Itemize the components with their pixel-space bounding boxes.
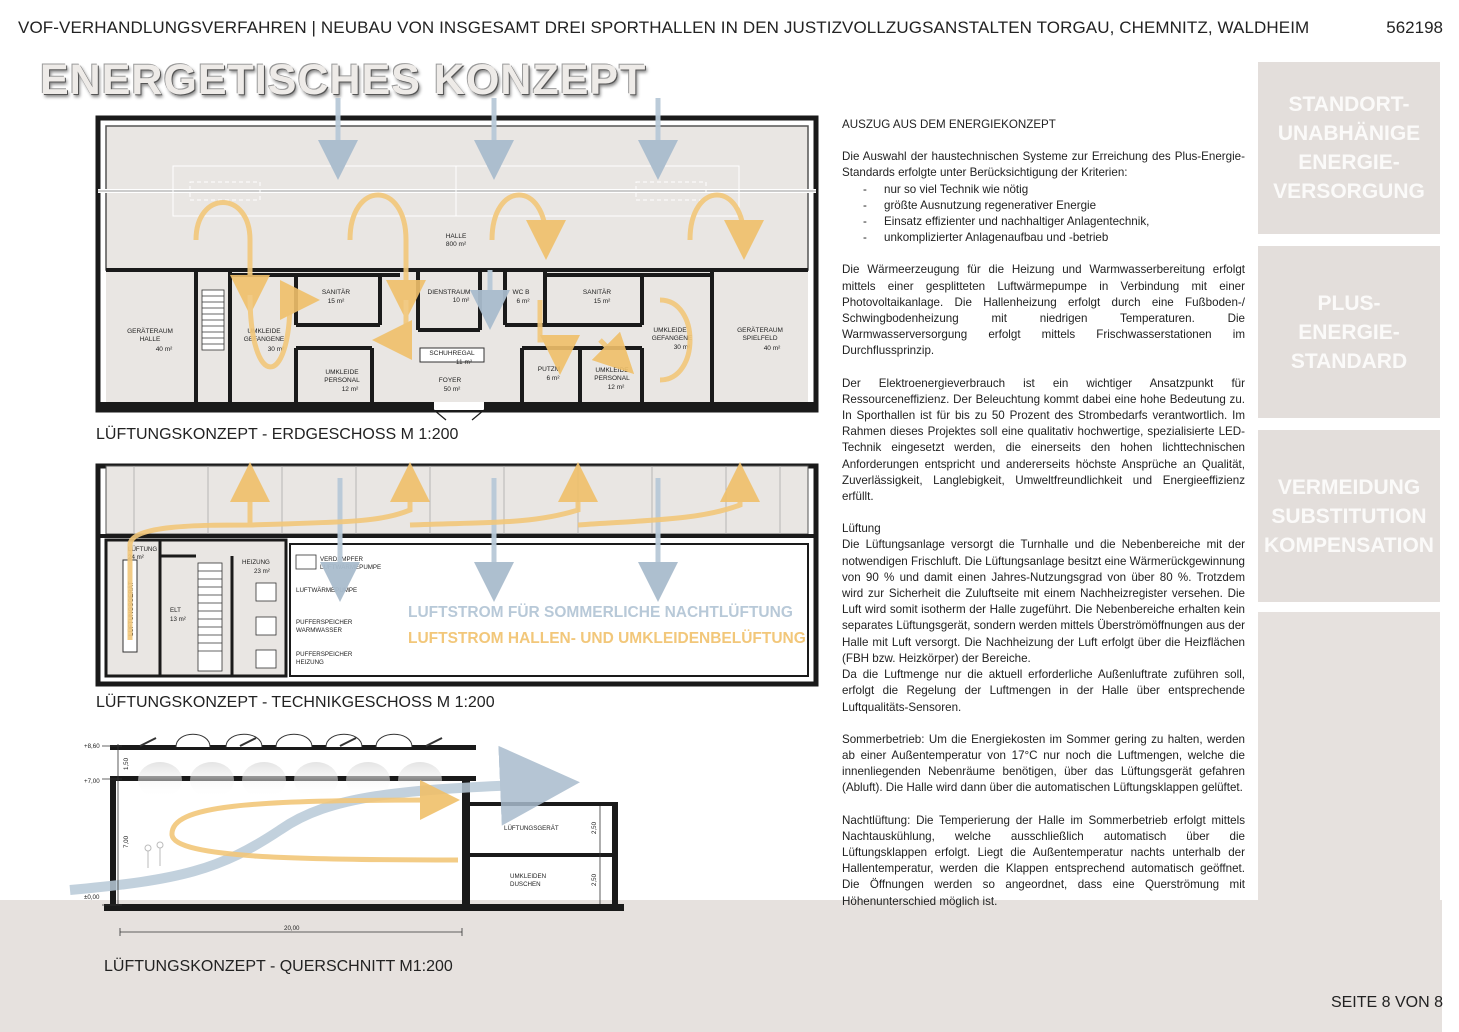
room-label-foyer: FOYER (438, 377, 462, 384)
level-label: ±0,00 (84, 894, 100, 901)
room-label-duschen: DUSCHEN (510, 881, 541, 888)
legend-blue: LUFTSTROM FÜR SOMMERLICHE NACHTLÜFTUNG (408, 604, 793, 621)
text-heading: AUSZUG AUS DEM ENERGIEKONZEPT (842, 118, 1056, 131)
room-label: PERSONAL (324, 377, 360, 384)
sidebar-line: ENERGIE- (1298, 320, 1400, 344)
room-area: 11 m² (455, 359, 473, 366)
room-area: 12 m² (607, 384, 625, 391)
text-paragraph: Da die Luftmenge nur die aktuell erforderliche Außenluftrate zuführen soll, erfolgt die Regelung der Luftmengen in der Halle über entsprechende Luftqualitäts-Sensoren. (842, 668, 1245, 714)
criteria-list (842, 182, 1245, 247)
room-area: 6 m² (516, 298, 530, 305)
room-label-heizung: HEIZUNG (242, 559, 270, 566)
page-number: SEITE 8 VON 8 (1330, 994, 1443, 1011)
tech-floor-plan (98, 466, 816, 684)
sidebar-line: SUBSTITUTION (1271, 504, 1427, 528)
room-label-pufferspeicher: PUFFERSPEICHER (296, 651, 353, 658)
ground-floor-plan (98, 98, 816, 420)
room-label-umkleide-gefangene: UMKLEIDE (247, 328, 281, 335)
room-area: 50 m² (443, 386, 461, 393)
room-area: 23 m² (254, 568, 270, 575)
room-area: 24 m² (128, 554, 144, 561)
sidebar-line: KOMPENSATION (1264, 533, 1434, 557)
room-label-geraeteraum-halle: GERÄTERAUM (127, 328, 173, 335)
room-label: HEIZUNG (296, 659, 324, 666)
room-label-luftwaermepumpe: LUFTWÄRMEPUMPE (296, 587, 358, 594)
room-label: SPIELFELD (742, 335, 778, 342)
dimension-label: 2,50 (591, 821, 598, 834)
room-label: HALLE (139, 336, 161, 343)
room-area: 6 m² (546, 375, 560, 382)
room-label: PERSONAL (594, 375, 630, 382)
room-label-putzm: PUTZM (537, 366, 561, 373)
sidebar-line: VERMEIDUNG (1277, 475, 1421, 499)
room-label-umkleide-gefangene: UMKLEIDE (653, 327, 687, 334)
list-item: - unkomplizierter Anlagenaufbau und -betrieb (842, 230, 1245, 246)
room-label-elt: ELT (170, 607, 181, 614)
room-label: WARMWASSER (296, 627, 342, 634)
room-area: 15 m² (593, 298, 611, 305)
room-area: 10 m² (452, 297, 470, 304)
room-label-wc: WC B (512, 289, 530, 296)
header-title: VOF-VERHANDLUNGSVERFAHREN | NEUBAU VON INSGESAMT DREI SPORTHALLEN IN DEN JUSTIZVOLLZUGSANSTALTEN TORGAU, CHEMNITZ, WALDHEIM (18, 18, 1310, 37)
room-label: GEFANGENE (243, 336, 285, 343)
room-label-lueftung: LÜFTUNG (128, 546, 158, 553)
room-area: 13 m² (170, 616, 186, 623)
list-item: - größte Ausnutzung regenerativer Energie (842, 198, 1245, 214)
list-item: - Einsatz effizienter und nachhaltiger Anlagentechnik, (842, 214, 1245, 230)
room-area: 30 m² (673, 344, 691, 351)
dimension-label: 7,00 (123, 835, 130, 848)
room-area: 40 m² (763, 345, 781, 352)
room-label-geraeteraum-spielfeld: GERÄTERAUM (737, 327, 783, 334)
text-paragraph: Sommerbetrieb: Um die Energiekosten im Sommer gering zu halten, werden ab einer Außentemperatur von 17°C nur noch die Luftmengen, welche die innenliegenden Nebenräume benötigen, über das Lüftungsgerät gefahren (Abluft). Die Halle wird dann über die automatischen Lüftungsklappen gelüftet. (842, 732, 1245, 795)
level-label: +8,60 (84, 743, 100, 750)
sidebar-line: STANDARD (1290, 349, 1408, 373)
room-label-umkleiden: UMKLEIDEN (510, 873, 547, 880)
sidebar-box-vermeidung (1258, 430, 1440, 602)
caption-cross-section: LÜFTUNGSKONZEPT - QUERSCHNITT M1:200 (104, 958, 453, 975)
energy-concept-text (842, 117, 1245, 926)
room-label-lueftungsgeraet: LÜFTUNGSGERÄT (128, 581, 135, 636)
caption-tech-floor: LÜFTUNGSKONZEPT - TECHNIKGESCHOSS M 1:200 (96, 694, 495, 711)
room-area: 15 m² (327, 298, 345, 305)
sidebar-line: UNABHÄNIGE (1277, 122, 1421, 145)
sidebar-line: PLUS- (1317, 291, 1381, 315)
room-label: GEFANGENE (651, 335, 693, 342)
text-paragraph: Der Elektroenergieverbrauch ist ein wichtiger Ansatzpunkt für Ressourceneffizienz. Der Beleuchtung kommt dabei eine hohe Bedeutung zu. In Sporthallen ist für bis zu 50 Prozent des Strombedarfs verantwortlich. Im Rahmen dieses Projektes soll eine qualitativ hochwertige, spezialisierte LED-Technik eingesetzt werden, die einerseits den hohen lichttechnischen Anforderungen entspricht und andererseits höchste Ansprüche an Qualität, Zuverlässigkeit, Langlebigkeit, Umweltfreundlichkeit und Energieeffizienz erfüllt. (842, 376, 1245, 504)
room-label-dienstraum: DIENSTRAUM (427, 289, 471, 296)
room-label-umkleide-personal: UMKLEIDE (325, 369, 359, 376)
list-item: - nur so viel Technik wie nötig (842, 182, 1245, 198)
sidebar-box-plus-energie (1258, 246, 1440, 418)
dimension-label: 1,50 (123, 757, 130, 770)
level-label: +7,00 (84, 778, 100, 785)
text-paragraph: Die Wärmeerzeugung für die Heizung und Warmwasserbereitung erfolgt mittels einer gesplitteten Luftwärmepumpe in Verbindung mit einer Photovoltaikanlage. Die Hallenheizung erfolgt durch eine Fußboden-/ Schwingbodenheizung mit niedrigen Temperaturen. Die Warmwasserversorgung erfolgt mittels Frischwasserstationen im Durchflussprinzip. (842, 263, 1245, 358)
sidebar-line: STANDORT- (1288, 93, 1410, 116)
room-label-pufferspeicher: PUFFERSPEICHER (296, 619, 353, 626)
page-title: ENERGETISCHES KONZEPT (40, 56, 647, 104)
text-subheading: Lüftung (842, 522, 881, 536)
text-paragraph: Nachtlüftung: Die Temperierung der Halle im Sommerbetrieb erfolgt mittels Nachtauskühlung, welche ausschließlich automatisch über die Lüftungsklappen erfolgt. Liegt die Außentemperatur nachts unterhalb der Hallentemperatur, werden die Klappen entsprechend automatisch geöffnet. Die Öffnungen werden so angeordnet, dass eine Querströmung mit Höhenunterschied möglich ist. (842, 813, 1245, 908)
room-area: 800 m² (445, 241, 467, 248)
room-label-sanitaer: SANITÄR (321, 289, 351, 296)
sidebar-line: ENERGIE- (1298, 151, 1400, 174)
dimension-label: 2,50 (591, 873, 598, 886)
room-label-verdampfer: VERDAMPFER (320, 556, 363, 563)
sidebar-filler (1258, 612, 1440, 982)
room-label-lueftungsgeraet: LÜFTUNGSGERÄT (504, 825, 559, 832)
room-label-halle: HALLE (445, 233, 467, 240)
room-area: 12 m² (341, 386, 359, 393)
sidebar-line: VERSORGUNG (1273, 180, 1425, 203)
cross-section (70, 734, 624, 936)
sidebar-box-standort (1258, 62, 1440, 234)
text-paragraph: Die Auswahl der haustechnischen Systeme zur Erreichung des Plus-Energie-Standards erfolgte unter Berücksichtigung der Kriterien: (842, 150, 1245, 180)
dimension-label: 20,00 (284, 925, 300, 932)
room-area: 30 m² (267, 346, 285, 353)
text-paragraph: Die Lüftungsanlage versorgt die Turnhalle und die Nebenbereiche mit der notwendigen Frischluft. Die Lüftungsanlage besitzt eine Wärmerückgewinnung von 90 % und damit einen Jahres-Nutzungsgrad von über 80 %. Trotzdem wird zur Sicherheit die Zuluftseite mit einem Nachheizregister versehen. Die Luft wird somit isotherm der Halle zugeführt. Die Nebenbereiche erhalten kein separates Lüftungsgerät, sondern werden mittels Überströmöffnungen aus der Halle mit Luft versorgt. Die Nachheizung der Luft erfolgt über die Heizflächen (FBH bzw. Heizkörper) der Bereiche. (842, 538, 1245, 665)
room-label-schuhregal: SCHUHREGAL (429, 350, 475, 357)
room-area: 40 m² (155, 346, 173, 353)
room-label-sanitaer: SANITÄR (582, 289, 612, 296)
room-label: LUFTWÄRMEPUMPE (320, 564, 382, 571)
legend-orange: LUFTSTROM HALLEN- UND UMKLEIDENBELÜFTUNG (408, 630, 806, 647)
caption-ground-floor: LÜFTUNGSKONZEPT - ERDGESCHOSS M 1:200 (96, 426, 459, 443)
doc-number: 562198 (1386, 18, 1443, 37)
room-label-umkleide-personal: UMKLEIDE (595, 367, 629, 374)
